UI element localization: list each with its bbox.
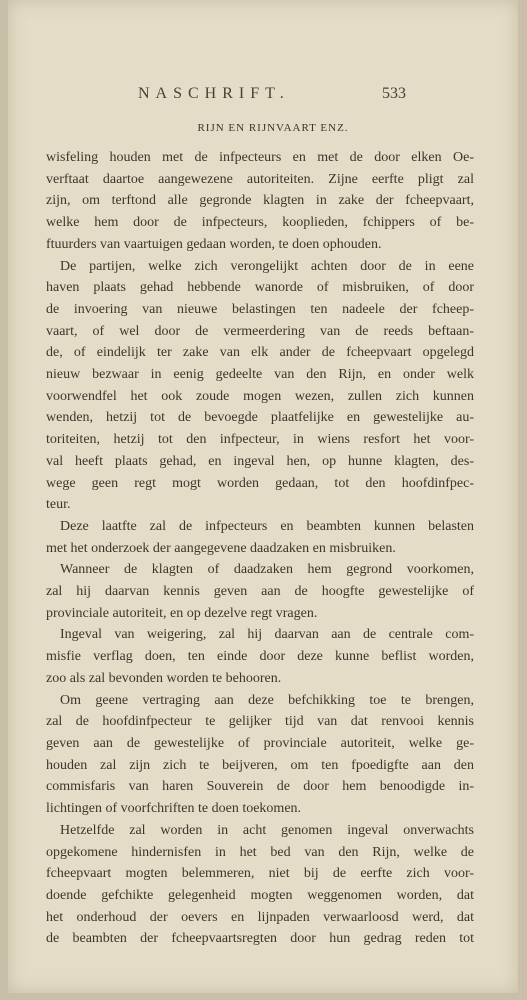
- text-line: val heeft plaats gehad, en ingeval hen, op hunne klagten, des-: [46, 453, 474, 469]
- text-line: wege geen regt mogt worden gedaan, tot den hoofdinfpec-: [46, 475, 474, 491]
- text-line: doende gefchikte gelegenheid mogten weggenomen worden, dat: [46, 887, 474, 903]
- text-line: commisfaris van haren Souverein de door hem benoodigde in-: [46, 779, 474, 795]
- text-line: Wanneer de klagten of daadzaken hem gegrond voorkomen,: [60, 562, 474, 578]
- text-line: Om geene vertraging aan deze befchikking toe te brengen,: [60, 692, 474, 708]
- text-line: fcheepvaart mogten belemmeren, niet bij de eerfte zich voor-: [46, 866, 474, 882]
- text-line: Hetzelfde zal worden in acht genomen ingeval onverwachts: [60, 822, 474, 838]
- text-line: houden zal zijn zich te beijveren, om ten fpoedigfte aan den: [46, 757, 474, 773]
- text-line: opgekomene hindernisfen in het bed van den Rijn, welke de: [46, 844, 474, 860]
- text-line: welke hem door de infpecteurs, kooplieden, fchippers of be-: [46, 215, 474, 231]
- running-title: NASCHRIFT.: [138, 85, 290, 102]
- text-line: de invoering van nieuwe belastingen ten nadeele der fcheep-: [46, 301, 474, 317]
- subheading-text: RIJN EN RIJNVAART ENZ.: [197, 122, 349, 134]
- text-line: provinciale autoriteit, en op dezelve regt vragen.: [46, 605, 318, 621]
- book-page: [8, 0, 518, 993]
- text-line: nieuw bezwaar in eenig gedeelte van den Rijn, en onder welk: [46, 367, 474, 383]
- text-line: met het onderzoek der aangegevene daadzaken en misbruiken.: [46, 540, 396, 556]
- text-line: De partijen, welke zich verongelijkt achten door de in eene: [60, 258, 474, 274]
- text-line: toriteiten, hetzij tot den infpecteur, in wiens resfort het voor-: [46, 432, 474, 448]
- text-line: misfie verflag doen, ten einde door deze kunne beflist worden,: [46, 649, 474, 665]
- text-line: lichtingen of voorfchriften te doen toekomen.: [46, 801, 302, 817]
- text-line: zal de hoofdinfpecteur te gelijker tijd van dat renvooi kennis: [46, 714, 474, 730]
- text-line: vaart, of wel door de vermeerdering van de reeds beftaan-: [46, 323, 474, 339]
- text-line: wisfeling houden met de infpecteurs en met de door elken Oe-: [46, 150, 474, 165]
- text-line: geven aan de gewestelijke of provinciale autoriteit, welke ge-: [46, 735, 474, 751]
- page-number: 533: [382, 85, 406, 102]
- text-line: teur.: [46, 497, 71, 513]
- page-header: [138, 85, 406, 105]
- text-line: ftuurders van vaartuigen gedaan worden, te doen ophouden.: [46, 236, 382, 252]
- text-line: verftaat daartoe aangewezene autoriteiten. Zijne eerfte pligt zal: [46, 171, 474, 187]
- text-line: de beambten der fcheepvaartsregten door hun gedrag reden tot: [46, 931, 474, 947]
- text-line: haven plaats gehad hebbende wanorde of misbruiken, of door: [46, 280, 474, 296]
- text-line: de, of eindelijk ter zake van elk ander de fcheepvaart opgelegd: [46, 345, 474, 361]
- text-line: Deze laatfte zal de infpecteurs en beambten kunnen belasten: [60, 518, 474, 534]
- text-line: zijn, om terftond alle gegronde klagten in zake der fcheepvaart,: [46, 193, 474, 209]
- text-line: het onderhoud der oevers en lijnpaden verwaarloosd werd, dat: [46, 909, 474, 925]
- text-line: Ingeval van weigering, zal hij daarvan aan de centrale com-: [60, 627, 474, 643]
- text-line: wenden, hetzij tot de bevoegde plaatfelijke en gewestelijke au-: [46, 410, 474, 426]
- text-line: voorwendfel het ook zoude mogen wezen, zullen zich kunnen: [46, 388, 474, 404]
- text-line: zoo als zal bevonden worden te behooren.: [46, 670, 282, 686]
- body-text: [46, 147, 474, 950]
- text-line: zal hij daarvan kennis geven aan de hoogfte gewestelijke of: [46, 584, 474, 600]
- section-subheading: [8, 122, 518, 134]
